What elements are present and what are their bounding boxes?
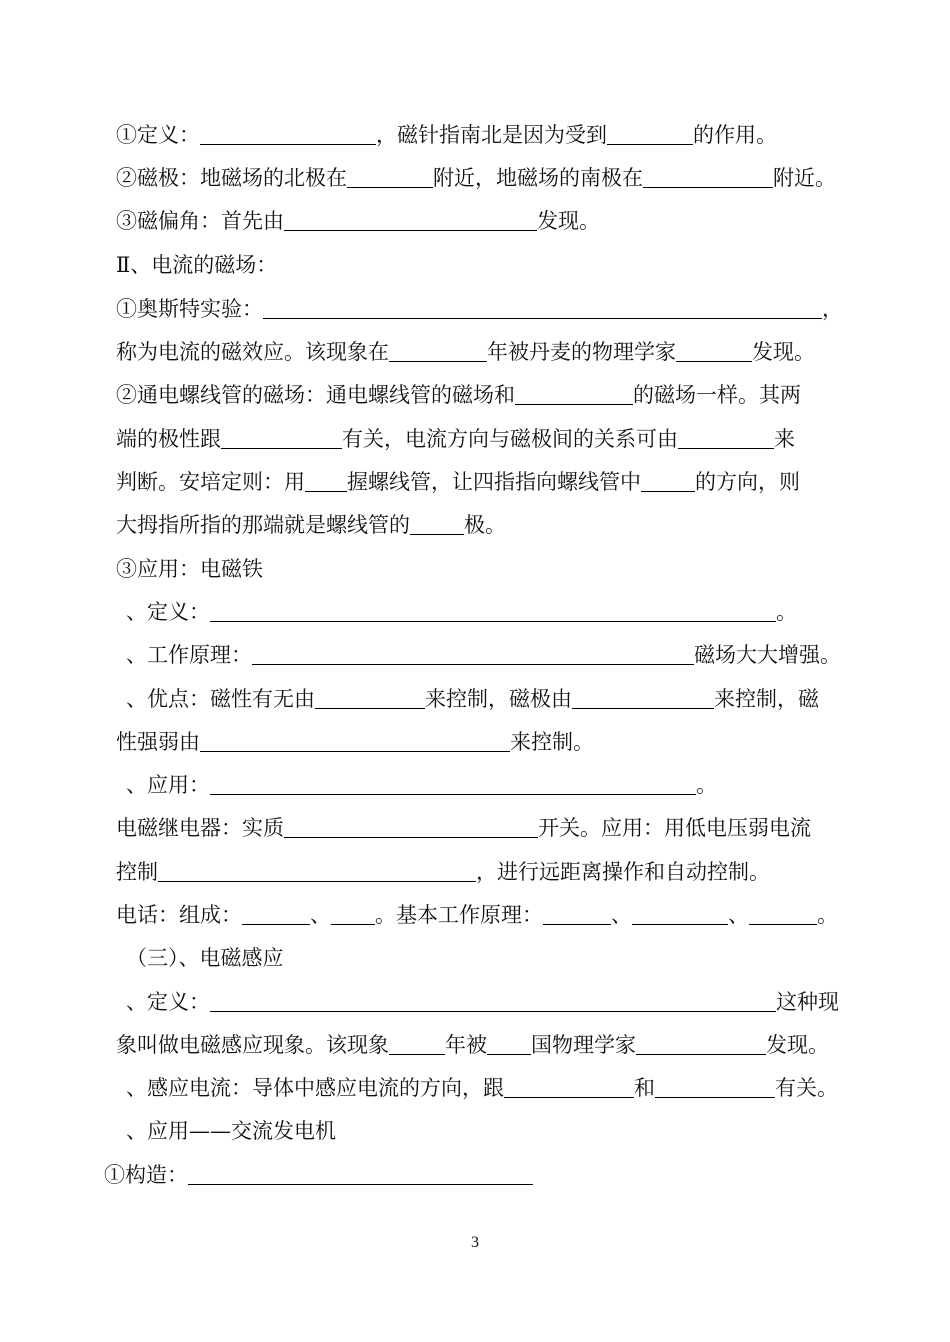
text: 。	[776, 600, 797, 624]
fill-blank[interactable]	[210, 987, 776, 1012]
text: 性强弱由	[116, 730, 200, 754]
line-magnetic-declination	[116, 204, 838, 238]
fill-blank[interactable]	[643, 163, 773, 188]
fill-blank[interactable]	[543, 900, 611, 925]
text: 的作用。	[693, 123, 777, 147]
text: 。	[817, 903, 838, 927]
text: 象叫做电磁感应现象。该现象	[116, 1033, 389, 1057]
text: 。基本工作原理：	[375, 903, 543, 927]
text: ②磁极：地磁场的北极在	[116, 166, 347, 190]
text: 和	[634, 1076, 655, 1100]
page-number: 3	[471, 1234, 479, 1251]
text: 电磁继电器：实质	[116, 816, 284, 840]
text: 、	[728, 903, 749, 927]
fill-blank[interactable]	[188, 1160, 533, 1185]
fill-blank[interactable]	[347, 163, 433, 188]
line-relay-control	[116, 855, 838, 889]
line-solenoid-polarity	[116, 422, 838, 456]
text: 来控制。	[510, 730, 594, 754]
line-geomagnetic-definition	[116, 118, 838, 152]
fill-blank[interactable]	[315, 684, 425, 709]
text: 判断。安培定则：用	[116, 470, 305, 494]
text: 大拇指所指的那端就是螺线管的	[116, 513, 410, 537]
text: ，进行远距离操作和自动控制。	[476, 860, 770, 884]
line-induced-current	[126, 1071, 848, 1105]
text: 这种现	[776, 990, 839, 1014]
fill-blank[interactable]	[305, 467, 347, 492]
text: 附近，地磁场的南极在	[433, 166, 643, 190]
fill-blank[interactable]	[676, 337, 752, 362]
line-magnetic-poles	[116, 161, 838, 195]
text: 、定义：	[126, 990, 210, 1014]
text: 电话：组成：	[116, 903, 242, 927]
heading-ac-generator	[126, 1114, 848, 1148]
fill-blank[interactable]	[607, 120, 693, 145]
fill-blank[interactable]	[410, 510, 464, 535]
text: 附近。	[773, 166, 836, 190]
text: 年被丹麦的物理学家	[487, 340, 676, 364]
fill-blank[interactable]	[504, 1073, 634, 1098]
fill-blank[interactable]	[389, 1030, 445, 1055]
text: ①构造：	[104, 1163, 188, 1187]
fill-blank[interactable]	[632, 900, 728, 925]
text: 有关，电流方向与磁极间的关系可由	[342, 427, 678, 451]
fill-blank[interactable]	[263, 294, 822, 319]
text: 、优点：磁性有无由	[126, 687, 315, 711]
text: 来控制，磁	[714, 687, 819, 711]
text: （三）、电磁感应	[126, 946, 284, 970]
section-heading-current-magnetic-field	[116, 248, 838, 282]
fill-blank[interactable]	[210, 770, 696, 795]
text: 、应用——交流发电机	[126, 1119, 336, 1143]
fill-blank[interactable]	[331, 900, 375, 925]
line-solenoid-field	[116, 378, 838, 412]
fill-blank[interactable]	[200, 120, 376, 145]
line-advantages-cont	[116, 725, 838, 759]
text: 发现。	[766, 1033, 829, 1057]
fill-blank[interactable]	[284, 813, 538, 838]
text: ②通电螺线管的磁场：通电螺线管的磁场和	[116, 383, 515, 407]
line-ampere-rule	[116, 465, 838, 499]
text: 、	[310, 903, 331, 927]
text: 、	[611, 903, 632, 927]
text: 。	[696, 773, 717, 797]
text: 开关。应用：用低电压弱电流	[538, 816, 811, 840]
text: 端的极性跟	[116, 427, 221, 451]
text: 极。	[464, 513, 506, 537]
text: 的磁场一样。其两	[633, 383, 801, 407]
text: ，磁针指南北是因为受到	[376, 123, 607, 147]
fill-blank[interactable]	[572, 684, 714, 709]
text: ①定义：	[116, 123, 200, 147]
text: 国物理学家	[531, 1033, 636, 1057]
text: ，	[822, 297, 843, 321]
fill-blank[interactable]	[200, 727, 510, 752]
text: 、感应电流：导体中感应电流的方向，跟	[126, 1076, 504, 1100]
text: 发现。	[537, 209, 600, 233]
line-induction-definition	[126, 985, 848, 1019]
text: Ⅱ、电流的磁场：	[116, 253, 278, 277]
fill-blank[interactable]	[515, 380, 633, 405]
fill-blank[interactable]	[221, 424, 342, 449]
text: ③应用：电磁铁	[116, 557, 263, 581]
line-electromagnet-definition	[126, 595, 848, 629]
line-relay	[116, 811, 838, 845]
line-working-principle	[126, 638, 848, 672]
text: 、应用：	[126, 773, 210, 797]
line-applications	[126, 768, 848, 802]
text: 磁场大大增强。	[694, 643, 841, 667]
text: 有关。	[775, 1076, 838, 1100]
text: 、定义：	[126, 600, 210, 624]
text: 称为电流的磁效应。该现象在	[116, 340, 389, 364]
fill-blank[interactable]	[252, 640, 694, 665]
fill-blank[interactable]	[242, 900, 310, 925]
line-solenoid-pole	[116, 508, 838, 542]
line-magnetic-effect	[116, 335, 838, 369]
fill-blank[interactable]	[210, 597, 776, 622]
fill-blank[interactable]	[158, 857, 476, 882]
fill-blank[interactable]	[655, 1073, 775, 1098]
text: 发现。	[752, 340, 815, 364]
line-induction-discovery	[116, 1028, 838, 1062]
text: 来	[774, 427, 795, 451]
fill-blank[interactable]	[749, 900, 817, 925]
text: 年被	[445, 1033, 487, 1057]
fill-blank[interactable]	[487, 1030, 531, 1055]
line-oersted-experiment	[116, 292, 843, 326]
fill-blank[interactable]	[678, 424, 774, 449]
fill-blank[interactable]	[389, 337, 487, 362]
text: ③磁偏角：首先由	[116, 209, 284, 233]
text: 控制	[116, 860, 158, 884]
line-advantages	[126, 682, 848, 716]
fill-blank[interactable]	[284, 206, 537, 231]
line-generator-construction	[104, 1158, 826, 1192]
text: 的方向，则	[695, 470, 800, 494]
text: ①奥斯特实验：	[116, 297, 263, 321]
text: 、工作原理：	[126, 643, 252, 667]
fill-blank[interactable]	[641, 467, 695, 492]
text: 来控制，磁极由	[425, 687, 572, 711]
fill-blank[interactable]	[636, 1030, 766, 1055]
heading-electromagnet	[116, 552, 838, 586]
line-telephone	[116, 898, 838, 932]
heading-electromagnetic-induction	[126, 941, 848, 975]
text: 握螺线管，让四指指向螺线管中	[347, 470, 641, 494]
